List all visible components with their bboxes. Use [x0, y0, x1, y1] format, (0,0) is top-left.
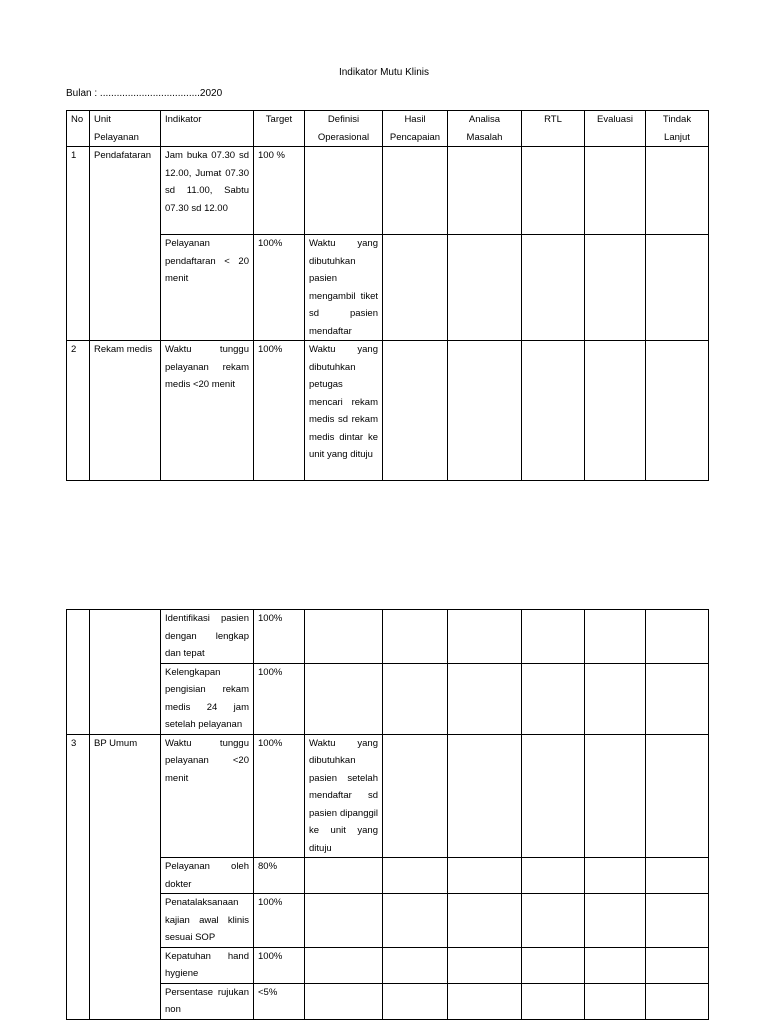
header-hasil: Hasil Pencapaian [383, 111, 448, 147]
rtl-cell [522, 858, 585, 894]
table-row [67, 663, 709, 734]
hasil-cell [383, 235, 448, 341]
indikator-cell: Persentase rujukan non [161, 983, 254, 1019]
hasil-cell [383, 341, 448, 481]
evaluasi-cell [585, 947, 646, 983]
evaluasi-cell [585, 147, 646, 235]
tindak-cell [646, 147, 709, 235]
rtl-cell [522, 610, 585, 664]
definisi-cell [305, 663, 383, 734]
hasil-cell [383, 858, 448, 894]
target-cell: 100% [254, 734, 305, 858]
hasil-cell [383, 610, 448, 664]
analisa-cell [448, 610, 522, 664]
rtl-cell [522, 341, 585, 481]
evaluasi-cell [585, 341, 646, 481]
definisi-cell [305, 983, 383, 1019]
tindak-cell [646, 341, 709, 481]
target-cell: 100% [254, 235, 305, 341]
table-row [67, 610, 709, 664]
header-analisa: Analisa Masalah [448, 111, 522, 147]
target-cell: 100% [254, 894, 305, 948]
target-cell: 100 % [254, 147, 305, 235]
header-tindak: Tindak Lanjut [646, 111, 709, 147]
table-row [67, 983, 709, 1019]
header-definisi: Definisi Operasional [305, 111, 383, 147]
tindak-cell [646, 947, 709, 983]
indikator-cell: Pelayanan oleh dokter [161, 858, 254, 894]
header-unit: Unit Pelayanan [90, 111, 161, 147]
indikator-cell: Kelengkapan pengisian rekam medis 24 jam setelah pelayanan [161, 663, 254, 734]
evaluasi-cell [585, 663, 646, 734]
definisi-cell [305, 147, 383, 235]
target-cell: 100% [254, 610, 305, 664]
indikator-cell: Penatalaksanaan kajian awal klinis sesuai SOP [161, 894, 254, 948]
header-target: Target [254, 111, 305, 147]
header-row [67, 111, 709, 147]
evaluasi-cell [585, 610, 646, 664]
indikator-cell: Jam buka 07.30 sd 12.00, Jumat 07.30 sd 11.00, Sabtu 07.30 sd 12.00 [161, 147, 254, 235]
analisa-cell [448, 947, 522, 983]
analisa-cell [448, 147, 522, 235]
definisi-cell [305, 894, 383, 948]
header-indikator: Indikator [161, 111, 254, 147]
target-cell: 80% [254, 858, 305, 894]
definisi-cell [305, 858, 383, 894]
header-rtl: RTL [522, 111, 585, 147]
rtl-cell [522, 147, 585, 235]
evaluasi-cell [585, 235, 646, 341]
tindak-cell [646, 734, 709, 858]
tindak-cell [646, 858, 709, 894]
analisa-cell [448, 341, 522, 481]
table-row [67, 235, 709, 341]
hasil-cell [383, 734, 448, 858]
indicator-table-page-1 [66, 110, 709, 481]
table-row [67, 341, 709, 481]
table-row [67, 734, 709, 858]
table-row [67, 894, 709, 948]
unit-name: BP Umum [90, 734, 161, 1019]
tindak-cell [646, 894, 709, 948]
definisi-cell: Waktu yang dibutuhkan pasien setelah mendaftar sd pasien dipanggil ke unit yang dituju [305, 734, 383, 858]
rtl-cell [522, 983, 585, 1019]
tindak-cell [646, 235, 709, 341]
header-no: No [67, 111, 90, 147]
rtl-cell [522, 894, 585, 948]
rtl-cell [522, 663, 585, 734]
rtl-cell [522, 734, 585, 858]
table-row [67, 947, 709, 983]
definisi-cell: Waktu yang dibutuhkan petugas mencari rekam medis sd rekam medis dintar ke unit yang dituju [305, 341, 383, 481]
row-number: 2 [67, 341, 90, 481]
analisa-cell [448, 235, 522, 341]
header-evaluasi: Evaluasi [585, 111, 646, 147]
analisa-cell [448, 894, 522, 948]
tindak-cell [646, 663, 709, 734]
rtl-cell [522, 947, 585, 983]
evaluasi-cell [585, 858, 646, 894]
analisa-cell [448, 983, 522, 1019]
rtl-cell [522, 235, 585, 341]
target-cell: 100% [254, 663, 305, 734]
definisi-cell [305, 610, 383, 664]
hasil-cell [383, 894, 448, 948]
hasil-cell [383, 983, 448, 1019]
evaluasi-cell [585, 894, 646, 948]
target-cell: <5% [254, 983, 305, 1019]
analisa-cell [448, 734, 522, 858]
row-number [67, 610, 90, 735]
row-number: 1 [67, 147, 90, 341]
indikator-cell: Kepatuhan hand hygiene [161, 947, 254, 983]
indicator-table-page-2 [66, 609, 709, 1020]
hasil-cell [383, 663, 448, 734]
definisi-cell: Waktu yang dibutuhkan pasien mengambil tiket sd pasien mendaftar [305, 235, 383, 341]
evaluasi-cell [585, 983, 646, 1019]
hasil-cell [383, 947, 448, 983]
unit-name: Pendafataran [90, 147, 161, 341]
indikator-cell: Pelayanan pendaftaran < 20 menit [161, 235, 254, 341]
indikator-cell: Waktu tunggu pelayanan rekam medis <20 menit [161, 341, 254, 481]
evaluasi-cell [585, 734, 646, 858]
definisi-cell [305, 947, 383, 983]
document-title: Indikator Mutu Klinis [338, 67, 430, 78]
indikator-cell: Waktu tunggu pelayanan <20 menit [161, 734, 254, 858]
unit-name [90, 610, 161, 735]
target-cell: 100% [254, 341, 305, 481]
table-row [67, 858, 709, 894]
indikator-cell: Identifikasi pasien dengan lengkap dan tepat [161, 610, 254, 664]
tindak-cell [646, 610, 709, 664]
hasil-cell [383, 147, 448, 235]
analisa-cell [448, 858, 522, 894]
month-line: Bulan : ....................................2020 [66, 88, 223, 99]
tindak-cell [646, 983, 709, 1019]
unit-name: Rekam medis [90, 341, 161, 481]
table-row [67, 147, 709, 235]
row-number: 3 [67, 734, 90, 1019]
target-cell: 100% [254, 947, 305, 983]
analisa-cell [448, 663, 522, 734]
